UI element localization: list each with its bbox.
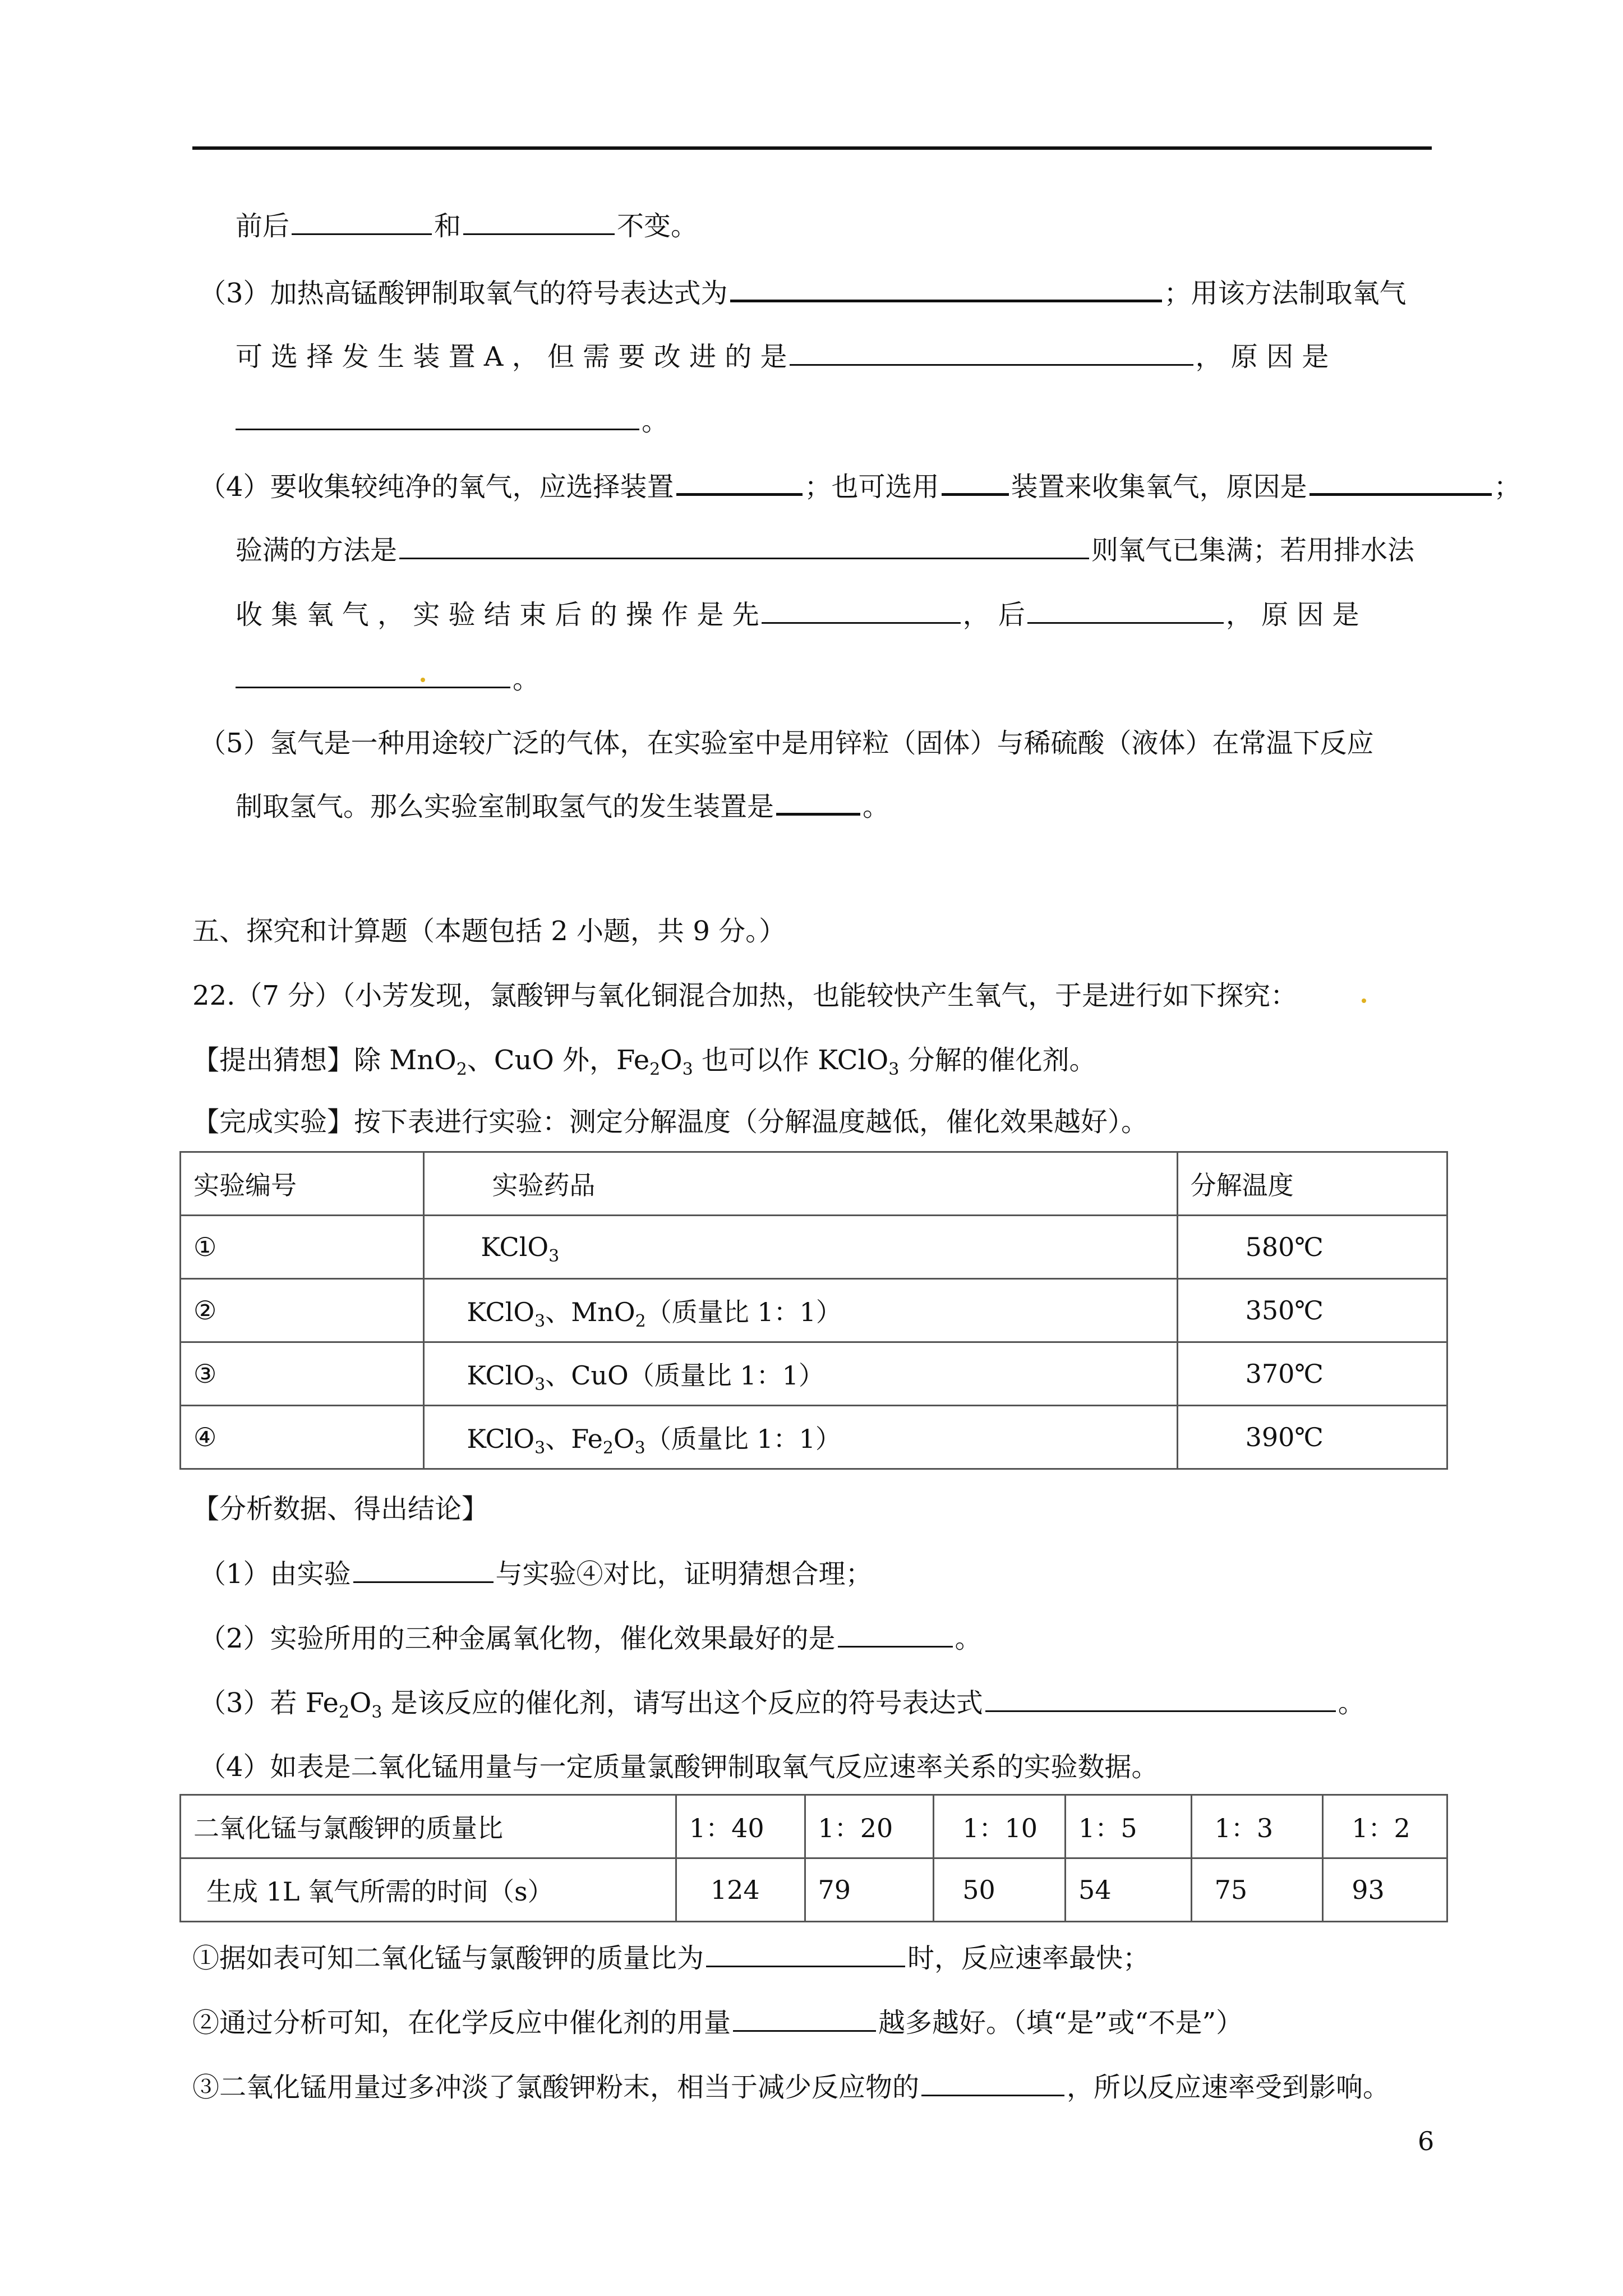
text: 与实验④对比，证明猜想合理； (495, 1558, 873, 1590)
text: 、CuO（质量比 1：1） (545, 1360, 824, 1391)
text: 。 (955, 1623, 982, 1654)
conclusion-3 (192, 2070, 1390, 2104)
text: 也可以作 KClO (693, 1045, 889, 1076)
text: 。 (513, 664, 540, 695)
text: 。 (642, 406, 669, 437)
answer-blank[interactable] (762, 597, 961, 624)
text: 75 (1214, 1875, 1248, 1905)
text: 是该反应的催化剂，请写出这个反应的符号表达式 (382, 1687, 983, 1719)
label: 【提出猜想】 (192, 1045, 354, 1076)
text: O (660, 1045, 683, 1076)
table-cell: 54 (1066, 1858, 1192, 1922)
table-row (181, 1858, 1447, 1922)
subscript: 3 (534, 1375, 546, 1395)
subscript: 2 (338, 1703, 349, 1722)
text: 可 选 择 发 生 装 置 A ， 但 需 要 改 进 的 是 (236, 341, 787, 372)
answer-blank[interactable] (838, 1621, 953, 1648)
table-row (181, 1279, 1447, 1342)
question-5-line-1 (199, 726, 1374, 760)
answer-blank[interactable] (353, 1557, 494, 1583)
question-4-line-3 (236, 597, 1359, 632)
question-4-line-2 (236, 533, 1414, 567)
analysis-q4 (199, 1750, 1159, 1784)
analysis-q2 (199, 1621, 982, 1655)
text: 装置来收集氧气，原因是 (1011, 471, 1307, 503)
answer-blank[interactable] (985, 1686, 1336, 1712)
answer-blank[interactable] (733, 2005, 876, 2032)
text: 不变。 (617, 210, 698, 242)
text: （4）如表是二氧化锰用量与一定质量氯酸钾制取氧气反应速率关系的实验数据。 (199, 1751, 1159, 1783)
table-cell (1191, 1795, 1323, 1858)
answer-blank[interactable] (730, 275, 1162, 302)
header-text: 实验药品 (492, 1170, 596, 1200)
text: 按下表进行实验：测定分解温度（分解温度越低，催化效果越好）。 (354, 1106, 1149, 1138)
subscript: 2 (635, 1312, 646, 1331)
table-cell (1191, 1858, 1323, 1922)
table-cell (1177, 1279, 1447, 1342)
table-cell (934, 1795, 1066, 1858)
question-3-line-3 (236, 404, 668, 438)
text: KClO (481, 1232, 549, 1262)
text-line-1 (236, 209, 698, 243)
text: （3）若 Fe (199, 1687, 339, 1719)
text: ， 原 因 是 (1225, 599, 1359, 631)
answer-blank[interactable] (942, 468, 1009, 496)
text: （3）加热高锰酸钾制取氧气的符号表达式为 (199, 278, 728, 309)
answer-blank[interactable] (463, 209, 615, 235)
table-cell (1177, 1406, 1447, 1469)
text: KClO (467, 1424, 535, 1454)
text: 验满的方法是 (236, 535, 398, 566)
answer-blank[interactable] (706, 1941, 905, 1967)
table-cell: ① (181, 1216, 424, 1279)
table-cell: ③ (181, 1342, 424, 1406)
table-cell: 1：40 (676, 1795, 805, 1858)
text: O (349, 1687, 372, 1719)
subscript: 3 (888, 1060, 900, 1079)
text: 580℃ (1245, 1232, 1324, 1262)
answer-blank[interactable] (292, 209, 432, 235)
text: ；也可选用 (804, 471, 939, 503)
row-label: 二氧化锰与氯酸钾的质量比 (181, 1795, 676, 1858)
text: ③二氧化锰用量过多冲淡了氯酸钾粉末，相当于减少反应物的 (192, 2072, 920, 2103)
table-cell (676, 1858, 805, 1922)
table-header: 实验编号 (181, 1152, 424, 1216)
speck-mark (1362, 999, 1366, 1003)
text: 前后 (236, 210, 290, 242)
answer-blank[interactable] (399, 533, 1089, 559)
answer-blank[interactable] (236, 404, 639, 430)
table-cell (934, 1858, 1066, 1922)
answer-blank[interactable] (1310, 468, 1492, 496)
question-22 (192, 979, 1297, 1013)
text: 390℃ (1245, 1422, 1324, 1452)
subscript: 2 (649, 1060, 661, 1079)
text: KClO (467, 1360, 535, 1391)
subscript: 3 (371, 1703, 382, 1722)
text: 1：2 (1352, 1813, 1410, 1843)
table-cell (1177, 1216, 1447, 1279)
table-cell (424, 1216, 1177, 1279)
text: （质量比 1：1） (645, 1424, 841, 1454)
table-cell (1323, 1858, 1447, 1922)
answer-blank[interactable] (1027, 597, 1224, 624)
page-number: 6 (1418, 2126, 1435, 2156)
table-header: 分解温度 (1177, 1152, 1447, 1216)
hypothesis-line (192, 1043, 1096, 1077)
subscript: 3 (534, 1312, 546, 1331)
text: （质量比 1：1） (645, 1297, 842, 1327)
text: 。 (863, 791, 890, 822)
label: 【分析数据、得出结论】 (192, 1493, 489, 1525)
question-4-line-1 (199, 468, 1521, 504)
table-cell (1323, 1795, 1447, 1858)
text: 、MnO (545, 1297, 635, 1327)
analysis-heading (192, 1492, 488, 1526)
text: ， 后 (962, 599, 1025, 631)
text: 分解的催化剂。 (899, 1045, 1096, 1076)
answer-blank[interactable] (676, 468, 803, 496)
text: （5）氢气是一种用途较广泛的气体，在实验室中是用锌粒（固体）与稀硫酸（液体）在常温下反应 (199, 728, 1374, 759)
table-cell: 79 (805, 1858, 934, 1922)
text: 1：3 (1214, 1813, 1274, 1843)
analysis-q3 (199, 1686, 1365, 1720)
text: ； (1493, 471, 1521, 503)
question-5-line-2 (236, 788, 889, 823)
text: （2）实验所用的三种金属氧化物，催化效果最好的是 (199, 1623, 836, 1654)
text: 50 (962, 1875, 995, 1905)
text: ②通过分析可知，在化学反应中催化剂的用量 (192, 2007, 731, 2039)
text: 生成 1L 氧气所需的时间（s） (206, 1876, 554, 1907)
table-cell (424, 1342, 1177, 1406)
header-rule (192, 146, 1432, 150)
analysis-q1 (199, 1557, 873, 1591)
text: 则氧气已集满；若用排水法 (1091, 535, 1415, 566)
text: 越多越好。（填“是”或“不是”） (878, 2007, 1243, 2039)
text: 93 (1352, 1875, 1385, 1905)
catalyst-ratio-table (179, 1794, 1448, 1922)
text: （1）由实验 (199, 1558, 351, 1590)
question-4-line-4 (236, 662, 540, 696)
table-cell (1177, 1342, 1447, 1406)
answer-blank[interactable] (921, 2070, 1064, 2096)
text: 22.（7 分）（小芳发现，氯酸钾与氧化铜混合加热，也能较快产生氧气，于是进行如下探究： (192, 980, 1298, 1011)
text: KClO (467, 1297, 535, 1327)
speck-mark (421, 678, 425, 682)
table-row (181, 1216, 1447, 1279)
text: 370℃ (1245, 1359, 1324, 1389)
text: 和 (434, 210, 462, 242)
text: 124 (710, 1875, 760, 1905)
subscript: 3 (548, 1246, 560, 1266)
experiment-table (179, 1151, 1448, 1470)
subscript: 2 (602, 1438, 614, 1458)
section-heading (192, 914, 786, 948)
text: 收 集 氧 气 ， 实 验 结 束 后 的 操 作 是 先 (236, 599, 759, 631)
text: 制取氢气。那么实验室制取氢气的发生装置是 (236, 791, 774, 822)
subscript: 3 (682, 1060, 693, 1079)
text: 1：10 (962, 1813, 1038, 1843)
subscript: 2 (456, 1060, 467, 1079)
table-header (424, 1152, 1177, 1216)
answer-blank[interactable] (790, 339, 1193, 366)
answer-blank[interactable] (236, 662, 510, 688)
subscript: 3 (634, 1438, 645, 1458)
text: 350℃ (1245, 1295, 1324, 1326)
experiment-line (192, 1105, 1148, 1139)
text: 五、探究和计算题（本题包括 2 小题，共 9 分。） (192, 915, 786, 947)
text: O (613, 1424, 635, 1454)
label: 【完成实验】 (192, 1106, 354, 1138)
answer-blank[interactable] (776, 788, 860, 816)
table-cell: 1：20 (805, 1795, 934, 1858)
text: （4）要收集较纯净的氧气，应选择装置 (199, 471, 674, 503)
question-3-line-2 (236, 339, 1329, 374)
table-cell: 1：5 (1066, 1795, 1192, 1858)
table-cell (424, 1406, 1177, 1469)
question-3-line-1 (199, 275, 1407, 310)
text: ， 原 因 是 (1195, 341, 1329, 372)
table-header-row (181, 1152, 1447, 1216)
subscript: 3 (534, 1438, 546, 1458)
table-cell (424, 1279, 1177, 1342)
text: 。 (1338, 1687, 1365, 1719)
table-cell: ④ (181, 1406, 424, 1469)
text: 时，反应速率最快； (907, 1943, 1150, 1974)
text: 除 MnO (354, 1045, 457, 1076)
table-row (181, 1406, 1447, 1469)
text: ，所以反应速率受到影响。 (1067, 2072, 1390, 2103)
text: ①据如表可知二氧化锰与氯酸钾的质量比为 (192, 1943, 704, 1974)
conclusion-2 (192, 2005, 1243, 2040)
text: ；用该方法制取氧气 (1164, 278, 1407, 309)
text: 、Fe (545, 1424, 603, 1454)
row-label (181, 1858, 676, 1922)
table-cell: ② (181, 1279, 424, 1342)
table-row (181, 1795, 1447, 1858)
conclusion-1 (192, 1941, 1150, 1975)
text: 、CuO 外，Fe (467, 1045, 650, 1076)
table-row (181, 1342, 1447, 1406)
